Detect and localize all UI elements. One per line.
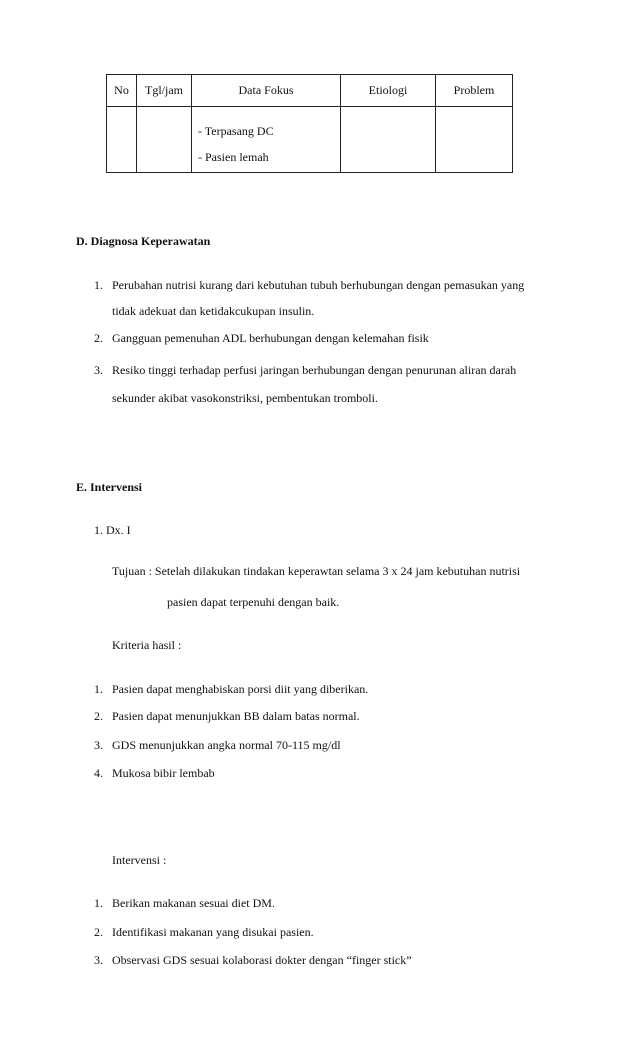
tujuan-line: pasien dapat terpenuhi dengan baik.: [167, 595, 340, 609]
header-problem: Problem: [436, 75, 513, 107]
header-tgl-jam: Tgl/jam: [137, 75, 192, 107]
kriteria-number: 1.: [94, 682, 103, 696]
cell-etiologi: [341, 107, 436, 173]
kriteria-item: Pasien dapat menghabiskan porsi diit yang diberikan.: [112, 682, 369, 696]
kriteria-label: Kriteria hasil :: [112, 638, 182, 652]
kriteria-number: 2.: [94, 709, 103, 723]
table-row: [107, 107, 513, 173]
diagnosis-2-number: 2.: [94, 331, 103, 345]
kriteria-item: Mukosa bibir lembab: [112, 766, 215, 780]
header-no: No: [107, 75, 137, 107]
diagnosis-3-number: 3.: [94, 363, 103, 377]
diagnosis-1-line: Perubahan nutrisi kurang dari kebutuhan tubuh berhubungan dengan pemasukan yang: [112, 278, 525, 292]
cell-no: [107, 107, 137, 173]
cell-tgl-jam: [137, 107, 192, 173]
intervensi-label: Intervensi :: [112, 853, 167, 867]
table-header-row: [107, 75, 513, 107]
kriteria-number: 4.: [94, 766, 103, 780]
kriteria-number: 3.: [94, 738, 103, 752]
diagnosis-2-line: Gangguan pemenuhan ADL berhubungan dengan kelemahan fisik: [112, 331, 429, 345]
diagnosis-3-line: sekunder akibat vasokonstriksi, pembentukan tromboli.: [112, 391, 378, 405]
assessment-table: [106, 74, 513, 173]
data-fokus-line: - Pasien lemah: [198, 150, 269, 164]
header-etiologi: Etiologi: [341, 75, 436, 107]
tujuan-line: Tujuan : Setelah dilakukan tindakan keperawtan selama 3 x 24 jam kebutuhan nutrisi: [112, 564, 521, 578]
diagnosis-1-number: 1.: [94, 278, 103, 292]
intervensi-number: 1.: [94, 896, 103, 910]
dx-label: 1. Dx. I: [94, 523, 131, 537]
data-fokus-line: - Terpasang DC: [198, 124, 274, 138]
kriteria-item: Pasien dapat menunjukkan BB dalam batas normal.: [112, 709, 360, 723]
intervensi-item: Identifikasi makanan yang disukai pasien.: [112, 925, 314, 939]
intervensi-number: 2.: [94, 925, 103, 939]
diagnosis-3-line: Resiko tinggi terhadap perfusi jaringan berhubungan dengan penurunan aliran darah: [112, 363, 517, 377]
intervensi-item: Observasi GDS sesuai kolaborasi dokter dengan “finger stick”: [112, 953, 412, 967]
kriteria-item: GDS menunjukkan angka normal 70-115 mg/dl: [112, 738, 341, 752]
cell-problem: [436, 107, 513, 173]
section-d-title: D. Diagnosa Keperawatan: [76, 234, 211, 248]
section-e-title: E. Intervensi: [76, 480, 142, 494]
diagnosis-1-line: tidak adekuat dan ketidakcukupan insulin.: [112, 304, 315, 318]
intervensi-number: 3.: [94, 953, 103, 967]
intervensi-item: Berikan makanan sesuai diet DM.: [112, 896, 275, 910]
header-data-fokus: Data Fokus: [192, 75, 341, 107]
cell-data-fokus: [192, 107, 341, 173]
